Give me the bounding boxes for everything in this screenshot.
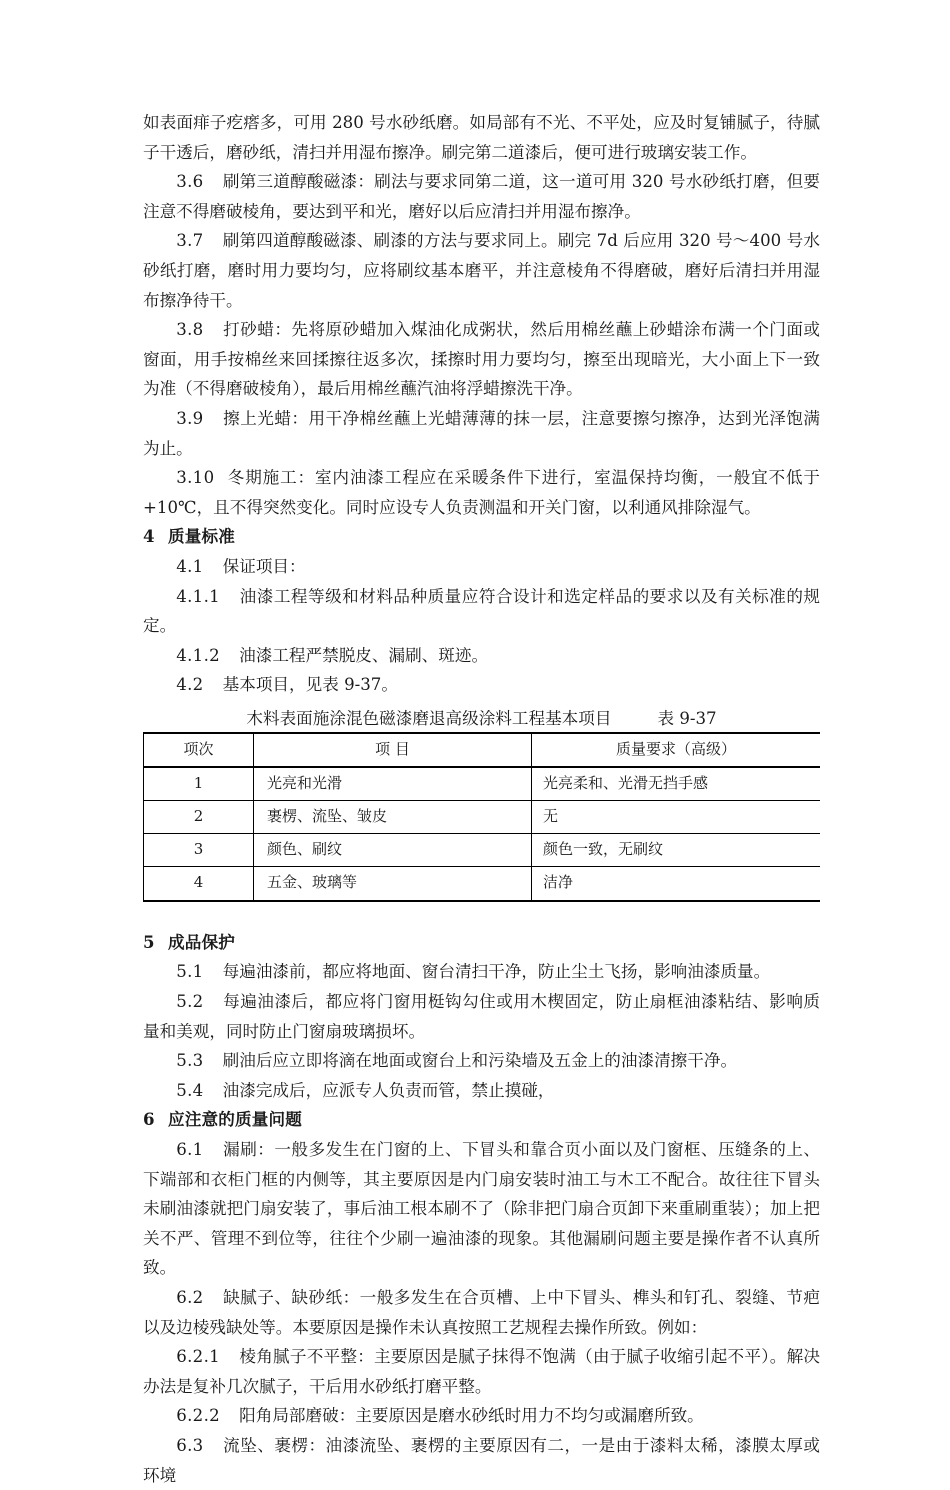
clause-4-1: [143, 552, 820, 582]
cell-item: 颜色、刷纹: [254, 833, 532, 866]
clause-number: 3.8: [176, 320, 204, 340]
table-row: [144, 767, 821, 801]
cell-no: 4: [144, 866, 254, 900]
heading-text: 成品保护: [167, 931, 236, 952]
clause-6-2: [143, 1283, 820, 1342]
table-caption: [143, 706, 820, 734]
clause-number: 5.4: [176, 1080, 204, 1100]
clause-text: 刷油后应立即将滴在地面或窗台上和污染墙及五金上的油漆清擦干净。: [222, 1051, 738, 1071]
column-header-no: 项次: [144, 734, 254, 767]
clause-5-2: [143, 987, 820, 1046]
cell-no: 1: [144, 767, 254, 801]
clause-3-8: [143, 315, 820, 404]
table-bottom-rule: [143, 900, 820, 902]
clause-text: 油漆工程严禁脱皮、漏刷、斑迹。: [239, 645, 489, 665]
clause-text: 阳角局部磨破：主要原因是磨水砂纸时用力不均匀或漏磨所致。: [239, 1406, 704, 1426]
table-spacer: [143, 906, 820, 928]
table-row: [144, 866, 821, 900]
basic-items-table: [143, 734, 820, 900]
clause-text: 擦上光蜡：用干净棉丝蘸上光蜡薄薄的抹一层，注意要擦匀擦净，达到光泽饱满为止。: [143, 408, 820, 458]
column-header-requirement: 质量要求（高级）: [532, 734, 821, 767]
clause-number: 4.2: [176, 675, 204, 695]
heading-number: 5: [143, 931, 155, 952]
clause-text: 打砂蜡：先将原砂蜡加入煤油化成粥状，然后用棉丝蘸上砂蜡涂布满一个门面或窗面，用手按棉丝来回揉擦往返多次，揉擦时用力要均匀，擦至出现暗光，大小面上下一致为准（不得磨破棱角），最后用棉丝蘸汽油将浮蜡擦洗干净。: [143, 320, 820, 399]
column-header-item: 项 目: [254, 734, 532, 767]
clause-text: 油漆完成后，应派专人负责而管，禁止摸碰，: [222, 1080, 555, 1100]
clause-text: 缺腻子、缺砂纸：一般多发生在合页槽、上中下冒头、榫头和钉孔、裂缝、节疤以及边棱残缺处等。本要原因是操作未认真按照工艺规程去操作所致。例如：: [143, 1288, 820, 1337]
table-row: [144, 833, 821, 866]
clause-number: 4.1.2: [176, 645, 221, 665]
cell-requirement: 颜色一致，无刷纹: [532, 833, 821, 866]
clause-3-6: [143, 167, 820, 226]
cell-requirement: 光亮柔和、光滑无挡手感: [543, 774, 709, 793]
cell-requirement: 无: [532, 800, 821, 833]
clause-number: 4.1.1: [176, 586, 221, 606]
heading-number: 4: [143, 526, 155, 547]
cell-no: 3: [144, 833, 254, 866]
clause-number: 5.3: [176, 1051, 204, 1071]
clause-4-1-2: [143, 641, 820, 671]
document-body: [143, 108, 820, 1490]
clause-number: 5.1: [176, 962, 204, 982]
clause-text: 每遍油漆后，都应将门窗用梃钩勾住或用木楔固定，防止扇框油漆粘结、影响质量和美观，同时防止门窗扇玻璃损坏。: [143, 992, 820, 1041]
clause-text: 流坠、裹楞：油漆流坠、裹楞的主要原因有二，一是由于漆料太稀，漆膜太厚或环境: [143, 1435, 820, 1485]
clause-5-1: [143, 957, 820, 987]
table-header-row: [144, 734, 821, 767]
heading-text: 应注意的质量问题: [167, 1109, 303, 1130]
clause-5-4: [143, 1076, 820, 1106]
clause-number: 3.6: [176, 172, 204, 192]
cell-requirement: 洁净: [532, 866, 821, 900]
clause-4-1-1: [143, 582, 820, 641]
clause-text: 每遍油漆前，都应将地面、窗台清扫干净，防止尘土飞扬，影响油漆质量。: [222, 962, 771, 982]
clause-number: 3.10: [176, 468, 215, 488]
table-caption-title: 木料表面施涂混色磁漆磨退高级涂料工程基本项目: [246, 708, 612, 728]
clause-text: 刷第四道醇酸磁漆、刷漆的方法与要求同上。刷完 7d 后应用 320 号～400 号水砂纸打磨，磨时用力要均匀，应将刷纹基本磨平，并注意棱角不得磨破，磨好后清扫并用湿布擦净待干。: [143, 231, 820, 310]
heading-5-product-protection: [143, 928, 820, 958]
clause-number: 4.1: [176, 556, 204, 576]
heading-text: 质量标准: [167, 526, 236, 547]
clause-text: 基本项目，见表 9-37。: [222, 675, 398, 695]
heading-4-quality-standard: [143, 522, 820, 552]
heading-6-quality-issues: [143, 1105, 820, 1135]
clause-3-10: [143, 463, 820, 522]
clause-text: 棱角腻子不平整：主要原因是腻子抹得不饱满（由于腻子收缩引起不平）。解决办法是复补几次腻子，干后用水砂纸打磨平整。: [143, 1347, 820, 1396]
clause-3-9: [143, 404, 820, 463]
cell-item: 光亮和光滑: [254, 767, 532, 801]
clause-3-7: [143, 226, 820, 315]
clause-6-2-1: [143, 1342, 820, 1401]
clause-6-2-2: [143, 1401, 820, 1431]
clause-number: 5.2: [176, 992, 204, 1012]
clause-5-3: [143, 1046, 820, 1076]
clause-text: 保证项目：: [222, 556, 306, 576]
basic-items-table-block: [143, 706, 820, 902]
clause-number: 6.1: [176, 1140, 204, 1160]
clause-text: 刷第三道醇酸磁漆：刷法与要求同第二道，这一道可用 320 号水砂纸打磨，但要注意不得磨破棱角，要达到平和光，磨好以后应清扫并用湿布擦净。: [143, 172, 820, 221]
clause-number: 6.2: [176, 1288, 204, 1307]
table-caption-number: 表 9-37: [657, 708, 717, 728]
clause-number: 6.2.2: [176, 1406, 221, 1426]
clause-6-3: [143, 1431, 820, 1490]
heading-number: 6: [143, 1109, 155, 1130]
paragraph-continued: 如表面痱子疙瘩多，可用 280 号水砂纸磨。如局部有不光、不平处，应及时复铺腻子，待腻子干透后，磨砂纸，清扫并用湿布擦净。刷完第二道漆后，便可进行玻璃安装工作。: [143, 113, 820, 162]
cell-item: 裹楞、流坠、皱皮: [254, 800, 532, 833]
clause-number: 6.2.1: [176, 1347, 221, 1367]
clause-number: 3.9: [176, 408, 204, 428]
clause-text: 油漆工程等级和材料品种质量应符合设计和选定样品的要求以及有关标准的规定。: [143, 586, 820, 636]
clause-4-2: [143, 670, 820, 700]
cell-no: 2: [144, 800, 254, 833]
clause-6-1: [143, 1135, 820, 1283]
clause-text: 漏刷：一般多发生在门窗的上、下冒头和靠合页小面以及门窗框、压缝条的上、下端部和衣柜门框的内侧等，其主要原因是内门扇安装时油工与木工不配合。故往往下冒头未刷油漆就把门扇安装了，事后油工根本刷不了（除非把门扇合页卸下来重刷重装）；加上把关不严、管理不到位等，往往个少刷一遍油漆的现象。其他漏刷问题主要是操作者不认真所致。: [143, 1140, 820, 1278]
table-row: [144, 800, 821, 833]
cell-item: 五金、玻璃等: [254, 866, 532, 900]
clause-number: 3.7: [176, 231, 204, 251]
clause-number: 6.3: [176, 1435, 204, 1455]
clause-text: 冬期施工：室内油漆工程应在采暖条件下进行，室温保持均衡，一般宜不低于+10℃，且不得突然变化。同时应设专人负责测温和开关门窗，以利通风排除湿气。: [143, 468, 820, 517]
